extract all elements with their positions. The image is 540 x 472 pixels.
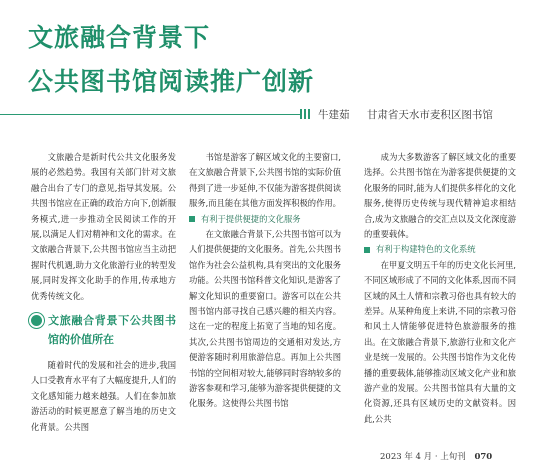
paragraph: 随着时代的发展和社会的进步,我国人口受教育水平有了大幅度提升,人们的文化感知能力越来越强。人们在参加旅游活动的时候更愿意了解当地的历史文化背景。公共图 [31, 360, 176, 432]
text-column-1 [31, 150, 176, 435]
author-name: 牛建茹 [318, 109, 350, 121]
square-bullet-icon [364, 247, 370, 253]
section-bullet-icon [31, 315, 42, 326]
subheading-text: 有利于构建特色的文化系统 [376, 244, 476, 255]
byline-rule [0, 114, 300, 115]
subheading-text: 有利于提供便捷的文化服务 [201, 213, 301, 224]
page-number: 070 [474, 452, 493, 462]
paragraph: 成为大多数游客了解区域文化的重要选择。公共图书馆在为游客提供便捷的文化服务的同时,能为人们提供多样化的文化服务,使得历史传统与现代精神追求相结合,成为文旅融合的交汇点以及文化深度游的重要载体。 [364, 152, 516, 240]
paragraph: 文旅融合是新时代公共文化服务发展的必然趋势。我国有关部门针对文旅融合出台了专门的意见,指导其发展。公共图书馆应在正确的政治方向下,创新服务模式,进一步推动全民阅读工作的开展,以满足人们对精神和文化的需求。在文旅融合背景下,公共图书馆应当主动把握时代机遇,助力文化旅游行业的转型发展,同时发挥文化助手的作用,传承地方优秀传统文化。 [31, 152, 176, 301]
issue-date: 2023 年 4 月 · 上旬刊 [380, 452, 466, 462]
subheading [364, 242, 516, 257]
byline-tick-marks [300, 109, 312, 119]
page-footer [380, 450, 492, 462]
square-bullet-icon [189, 216, 195, 222]
section-heading [31, 311, 176, 349]
byline [0, 107, 540, 121]
author-affiliation: 甘肃省天水市麦积区图书馆 [366, 109, 493, 121]
text-column-2 [189, 150, 341, 412]
paragraph: 在文旅融合背景下,公共图书馆可以为人们提供便捷的文化服务。首先,公共图书馆作为社会公益机构,具有突出的文化服务功能。公共图书馆科普文化知识,是游客了解文化知识的重要窗口。游客可以在公共图书馆内部寻找自己感兴趣的相关内容。这在一定的程度上拓宽了当地的知名度。其次,公共图书馆周边的交通相对发达,方便游客随时利用旅游信息。再加上公共图书馆的空间相对较大,能够同时容纳较多的游客参观和学习,能够为游客提供便捷的文化服务。这使得公共图书馆 [189, 229, 341, 409]
paragraph: 书馆是游客了解区域文化的主要窗口,在文旅融合背景下,公共图书馆的实际价值得到了进一步延伸,不仅能为游客提供阅读服务,而且能在其他方面发挥积极的作用。 [189, 152, 341, 209]
paragraph: 在甲夏文明五千年的历史文化长河里,不同区域形成了不同的文化体系,因而不同区域的风土人情和宗教习俗也具有较大的差异。从某种角度上来讲,不同的宗教习俗和风土人情能够促进特色旅游服务的推出。在文旅融合背景下,旅游行业和文化产业是统一发展的。公共图书馆作为文化传播的重要载体,能够推动区域文化产业和旅游产业的发展。公共图书馆具有大量的文化资源,还具有区域历史的文献资料。因此,公共 [364, 259, 516, 424]
subheading [189, 212, 341, 227]
article-title-line1: 文旅融合背景下 [28, 23, 211, 52]
section-heading-text: 文旅融合背景下公共图书馆的价值所在 [48, 314, 176, 346]
text-column-3 [364, 150, 516, 427]
article-title-line2: 公共图书馆阅读推广创新 [28, 67, 315, 96]
